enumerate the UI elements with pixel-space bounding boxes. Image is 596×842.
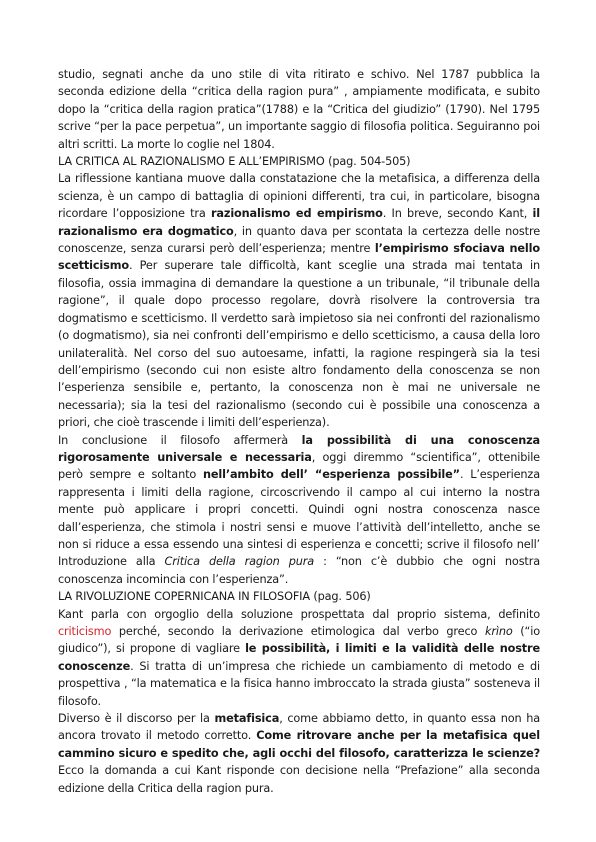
bold-text: la possibilità di una conoscenza rigorosamente universale e necessaria xyxy=(58,433,540,464)
text-run: Kant parla con orgoglio della soluzione prospettata dal proprio sistema, definito xyxy=(58,607,540,621)
bold-text: metafisica xyxy=(214,712,280,726)
text-run: . Si tratta di un’impresa che richiede un cambiamento di metodo e di prospettiva , “la matematica e la fisica hanno imbroccato la strada giusta” sosteneva il filosofo. xyxy=(58,659,540,708)
text-run: . L’esperienza rappresenta i limiti della ragione, circoscrivendo il campo al cui interno la nostra mente può applicare i propri concetti. Quindi ogni nostra conoscenza nasce dall’esperienza, che stimola i nostri sensi e muove l’attività dell’intelletto, anche se non si riduce a essa essendo una sintesi di esperienza e concetti; scrive il filosofo nell’ Introduzione alla xyxy=(58,468,540,569)
italic-term: krìno xyxy=(484,625,513,638)
document-page xyxy=(58,66,540,797)
text-run: : “non c’è dubbio che ogni nostra conoscenza incomincia con l’esperienza”. xyxy=(58,555,540,586)
paragraph-conclusione xyxy=(58,432,540,589)
bold-text: il razionalismo era dogmatico xyxy=(58,207,540,238)
text-run: , oggi diremmo “scientifica”, ottenibile però sempre e soltanto xyxy=(58,450,540,482)
bold-text: nell’ambito dell’ “esperienza possibile” xyxy=(202,468,460,482)
text-run: In conclusione il filosofo affermerà xyxy=(58,433,302,447)
italic-title: Critica della ragion pura xyxy=(164,555,315,569)
bold-text: Come ritrovare anche per la metafisica quel cammino sicuro e spedito che, agli occhi del filosofo, caratterizza le scienze? xyxy=(58,729,540,760)
text-run: Ecco la domanda a cui Kant risponde con decisione nella “Prefazione” alla seconda edizione della Critica della ragion pura. xyxy=(58,764,540,795)
text-run: . In breve, secondo Kant, xyxy=(382,207,533,221)
text-run: studio, segnati anche da uno stile di vita ritirato e schivo. Nel 1787 pubblica la seconda edizione della “critica della ragion pura” , ampiamente modificata, e subito dopo la “critica della ragion pratica”(1788) e la “Critica del giudizio” (1790). Nel 1795 scrive “per la pace perpetua”, un importante saggio di filosofia politica. Seguiranno poi altri scritti. La morte lo coglie nel 1804. xyxy=(58,68,540,151)
bold-text: le possibilità, i limiti e la validità delle nostre conoscenze xyxy=(58,642,540,673)
text-run: , in quanto dava per scontata la certezza delle nostre conoscenze, senza curarsi però dell’esperienza; mentre xyxy=(58,224,540,256)
text-run: , come abbiamo detto, in quanto essa non ha ancora trovato il metodo corretto. xyxy=(58,712,540,743)
highlighted-term: criticismo xyxy=(58,625,112,638)
paragraph-criticismo xyxy=(58,606,540,710)
section-heading-critica: LA CRITICA AL RAZIONALISMO E ALL’EMPIRISMO (pag. 504-505) xyxy=(58,155,411,169)
text-run: (“io giudico”), si propone di vagliare xyxy=(58,625,540,656)
paragraph-biography xyxy=(58,66,540,153)
text-run: . Per superare tale difficoltà, kant sceglie una strada mai tentata in filosofia, ossia immagina di demandare la questione a un tribunale, “il tribunale della ragione”, il quale dopo processo regolare, dovrà risolvere la controversia tra dogmatismo e scetticismo. Il verdetto sarà impietoso sia nei confronti del razionalismo (o dogmatismo), sia nei confronti dell’empirismo e dello scetticismo, a causa della loro unilateralità. Nel corso del suo autoesame, infatti, la ragione respingerà sia la tesi dell’empirismo (secondo cui non esiste altro fondamento della conoscenza se non l’esperienza sensibile e, pertanto, la conoscenza non è mai ne universale ne necessaria); sia la tesi del razionalismo (secondo cui è possibile una conoscenza a priori, che cioè trascende i limiti dell’esperienza). xyxy=(58,259,540,430)
bold-text: razionalismo ed empirismo xyxy=(211,207,383,221)
text-run: Diverso è il discorso per la xyxy=(58,712,215,726)
paragraph-razionalismo-empirismo xyxy=(58,170,540,431)
paragraph-metafisica xyxy=(58,710,540,797)
section-heading-rivoluzione: LA RIVOLUZIONE COPERNICANA IN FILOSOFIA (pag. 506) xyxy=(58,590,371,604)
text-run: perché, secondo la derivazione etimologica dal verbo greco xyxy=(111,625,485,638)
text-run: La riflessione kantiana muove dalla constatazione che la metafisica, a differenza della scienza, è un campo di battaglia di opinioni differenti, tra cui, in particolare, bisogna ricordare l’opposizione tra xyxy=(58,172,540,221)
bold-text: l’empirismo sfociava nello scetticismo xyxy=(58,242,540,273)
